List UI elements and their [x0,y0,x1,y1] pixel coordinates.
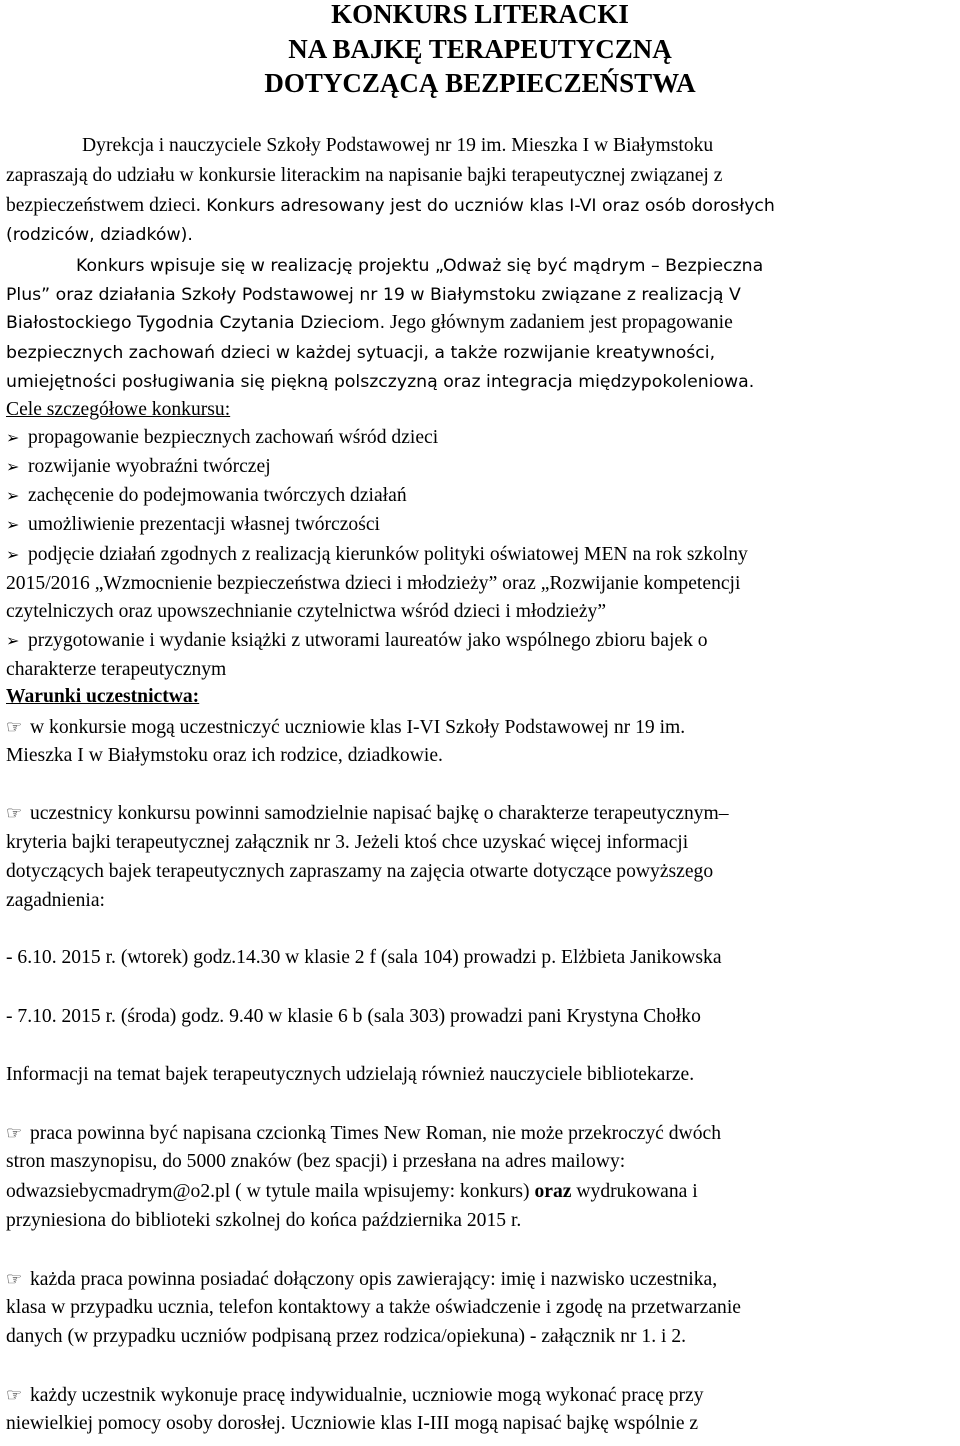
intro-line-3b: Konkurs adresowany jest do uczniów klas I-VI oraz osób dorosłych [200,196,775,216]
goal-item-3-text: zachęcenie do podejmowania twórczych działań [28,485,407,506]
arrow-bullet-icon: ➢ [6,459,20,476]
pointing-hand-icon: ☞ [6,1123,23,1143]
intro-line-6: Plus” oraz działania Szkoły Podstawowej nr 19 w Białymstoku związane z realizacją V [6,285,741,305]
condition-3-cont-1: stron maszynopisu, do 5000 znaków (bez spacji) i przesłana na adres mailowy: [6,1151,626,1172]
workshop-date-2: - 7.10. 2015 r. (środa) godz. 9.40 w klasie 6 b (sala 303) prowadzi pani Krystyna Chołko [6,1006,701,1027]
info-line: Informacji na temat bajek terapeutycznych udzielają również nauczyciele bibliotekarze. [6,1064,695,1085]
goal-item-4 [6,511,380,540]
condition-4 [6,1265,717,1294]
arrow-bullet-icon: ➢ [6,517,20,534]
condition-2-text: uczestnicy konkursu powinni samodzielnie napisać bajkę o charakterze terapeutycznym– [30,803,729,824]
arrow-bullet-icon: ➢ [6,488,20,505]
goal-item-2 [6,453,271,482]
intro-line-9: umiejętności posługiwania się piękną polszczyzną oraz integracja międzypokoleniowa. [6,372,755,392]
condition-2 [6,799,729,828]
title-line-1: KONKURS LITERACKI [331,0,629,29]
condition-5-text: każdy uczestnik wykonuje pracę indywidualnie, uczniowie mogą wykonać pracę przy [30,1385,704,1406]
goal-item-5 [6,541,748,570]
goal-item-6-cont: charakterze terapeutycznym [6,659,227,680]
intro-line-3 [6,192,775,220]
goal-item-1 [6,424,438,453]
condition-3-cont-3: przyniesiona do biblioteki szkolnej do końca października 2015 r. [6,1210,522,1231]
condition-1-text: w konkursie mogą uczestniczyć uczniowie klas I-VI Szkoły Podstawowej nr 19 im. [30,717,686,738]
goal-item-2-text: rozwijanie wyobraźni twórczej [28,456,271,477]
pointing-hand-icon: ☞ [6,1269,23,1289]
arrow-bullet-icon: ➢ [6,430,20,447]
goal-item-3 [6,482,407,511]
pointing-hand-icon: ☞ [6,803,23,823]
arrow-bullet-icon: ➢ [6,547,20,564]
intro-line-1: Dyrekcja i nauczyciele Szkoły Podstawowej nr 19 im. Mieszka I w Białymstoku [82,135,714,156]
intro-line-5: Konkurs wpisuje się w realizację projektu „Odważ się być mądrym – Bezpieczna [76,256,764,276]
intro-line-8: bezpiecznych zachowań dzieci w każdej sytuacji, a także rozwijanie kreatywności, [6,343,716,363]
conditions-heading: Warunki uczestnictwa: [6,686,200,707]
condition-3-cont-2 [6,1178,698,1206]
condition-2-cont-3: zagadnienia: [6,890,106,911]
goal-item-4-text: umożliwienie prezentacji własnej twórczości [28,514,380,535]
condition-5-cont: niewielkiej pomocy osoby dorosłej. Uczniowie klas I-III mogą napisać bajkę wspólnie z [6,1413,699,1434]
email-text: odwazsiebycmadrym@o2.pl ( w tytule maila wpisujemy: konkurs) [6,1181,535,1202]
pointing-hand-icon: ☞ [6,717,23,737]
goal-item-5-cont-1: 2015/2016 „Wzmocnienie bezpieczeństwa dzieci i młodzieży” oraz „Rozwijanie kompetencji [6,573,741,594]
workshop-date-1: - 6.10. 2015 r. (wtorek) godz.14.30 w klasie 2 f (sala 104) prowadzi p. Elżbieta Janikowska [6,947,722,968]
arrow-bullet-icon: ➢ [6,633,20,650]
condition-4-cont-1: klasa w przypadku ucznia, telefon kontaktowy a także oświadczenie i zgodę na przetwarzanie [6,1297,741,1318]
goals-heading: Cele szczegółowe konkursu: [6,399,231,420]
condition-1-cont: Mieszka I w Białymstoku oraz ich rodzice, dziadkowie. [6,745,443,766]
goal-item-6 [6,627,708,656]
intro-line-7 [6,309,733,337]
pointing-hand-icon: ☞ [6,1385,23,1405]
goal-item-1-text: propagowanie bezpiecznych zachowań wśród dzieci [28,427,439,448]
condition-3-tail: wydrukowana i [571,1181,698,1202]
condition-2-cont-2: dotyczących bajek terapeutycznych zapraszamy na zajęcia otwarte dotyczące powyższego [6,861,714,882]
condition-4-cont-2: danych (w przypadku uczniów podpisaną przez rodzica/opiekuna) - załącznik nr 1. i 2. [6,1326,687,1347]
condition-5 [6,1381,704,1410]
condition-1 [6,713,685,742]
condition-2-cont-1: kryteria bajki terapeutycznej załącznik nr 3. Jeżeli ktoś chce uzyskać więcej informacji [6,832,689,853]
condition-4-text: każda praca powinna posiadać dołączony opis zawierający: imię i nazwisko uczestnika, [30,1269,718,1290]
intro-line-3a: bezpieczeństwem dzieci. [6,195,201,216]
goal-item-5-cont-2: czytelniczych oraz upowszechnianie czytelnictwa wśród dzieci i młodzieży” [6,601,607,622]
intro-line-7b: Jego głównym zadaniem jest propagowanie [385,312,733,333]
title-line-2: NA BAJKĘ TERAPEUTYCZNĄ [288,34,672,64]
oraz-bold: oraz [534,1181,572,1202]
intro-line-7a: Białostockiego Tygodnia Czytania Dzieciom. [6,313,386,333]
goal-item-5-text: podjęcie działań zgodnych z realizacją kierunków polityki oświatowej MEN na rok szkolny [28,544,748,565]
intro-line-2: zapraszają do udziału w konkursie literackim na napisanie bajki terapeutycznej związanej z [6,165,723,186]
condition-3-text: praca powinna być napisana czcionką Times New Roman, nie może przekroczyć dwóch [30,1123,721,1144]
goal-item-6-text: przygotowanie i wydanie książki z utworami laureatów jako wspólnego zbioru bajek o [28,630,708,651]
condition-3 [6,1119,721,1148]
title-line-3: DOTYCZĄCĄ BEZPIECZEŃSTWA [264,68,696,98]
intro-line-4: (rodziców, dziadków). [6,225,193,245]
